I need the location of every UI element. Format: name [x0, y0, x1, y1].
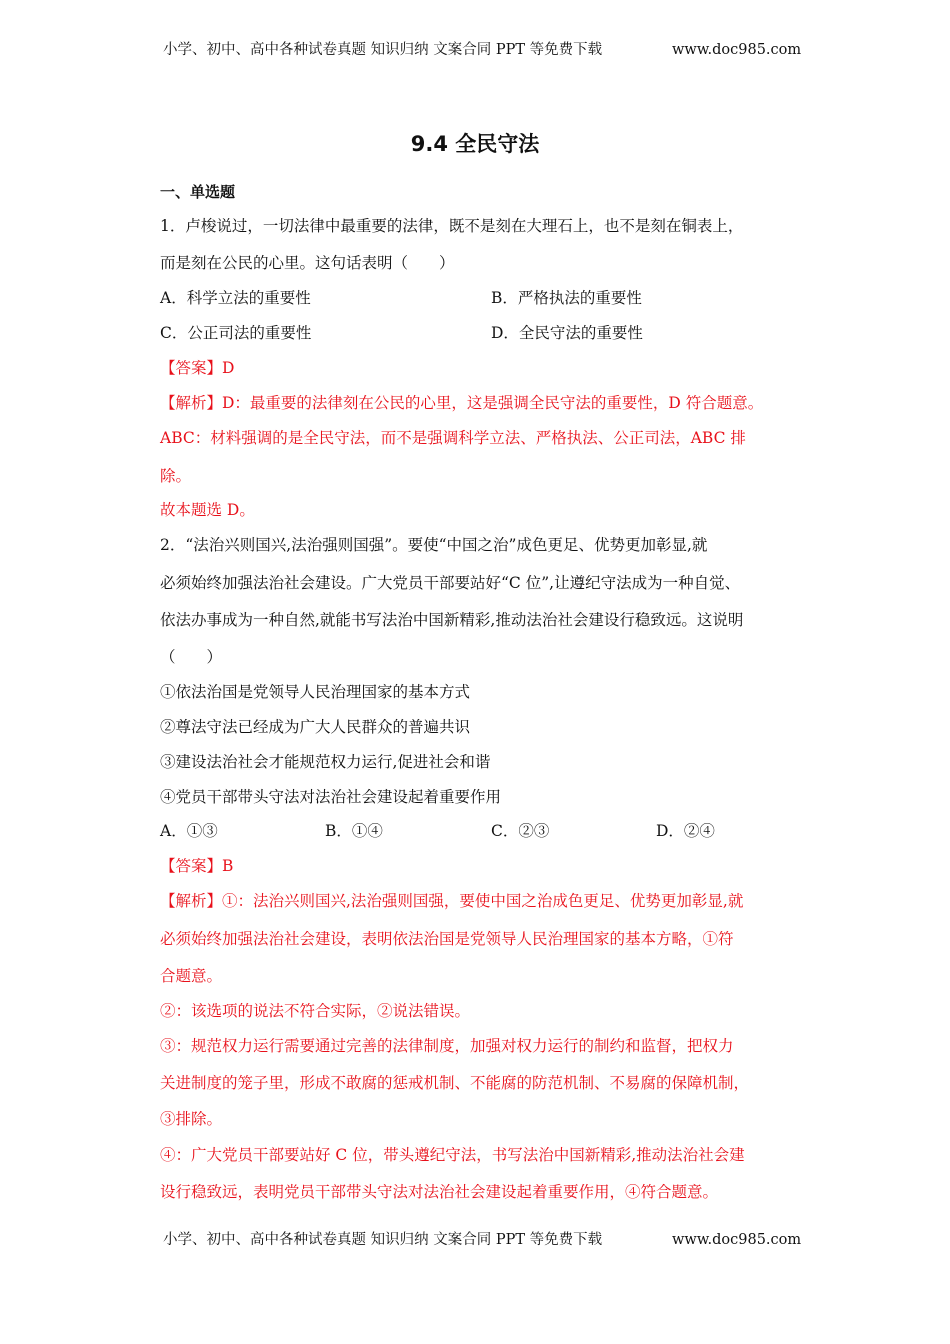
header-text: 小学、初中、高中各种试卷真题 知识归纳 文案合同 PPT 等免费下载 [163, 42, 603, 58]
q1-answer: 【答案】D [160, 359, 235, 377]
q1-analysis: 【解析】D：最重要的法律刻在公民的心里，这是强调全民守法的重要性，D 符合题意。 [160, 394, 764, 412]
q2-analysis: 必须始终加强法治社会建设，表明依法治国是党领导人民治理国家的基本方略，①符 [160, 930, 734, 948]
footer-text: 小学、初中、高中各种试卷真题 知识归纳 文案合同 PPT 等免费下载 [163, 1232, 603, 1248]
q2-analysis: ③：规范权力运行需要通过完善的法律制度，加强对权力运行的制约和监督，把权力 [160, 1037, 734, 1055]
q1-analysis: ABC：材料强调的是全民守法，而不是强调科学立法、严格执法、公正司法，ABC 排 [160, 429, 746, 447]
q2-option-b: B．①④ [325, 822, 383, 840]
q2-option-d: D．②④ [656, 822, 715, 840]
header-url[interactable]: www.doc985.com [672, 42, 802, 58]
q2-item: ④党员干部带头守法对法治社会建设起着重要作用 [160, 788, 502, 806]
q2-analysis: ②：该选项的说法不符合实际，②说法错误。 [160, 1002, 471, 1020]
q1-option-b: B．严格执法的重要性 [491, 289, 642, 307]
q2-item: ③建设法治社会才能规范权力运行,促进社会和谐 [160, 753, 491, 771]
q2-analysis: 设行稳致远，表明党员干部带头守法对法治社会建设起着重要作用，④符合题意。 [160, 1183, 719, 1201]
q2-item: ①依法治国是党领导人民治理国家的基本方式 [160, 683, 471, 701]
q1-analysis: 除。 [160, 467, 192, 485]
q2-stem: （ ） [160, 648, 223, 666]
section-heading: 一、单选题 [160, 183, 236, 201]
q2-analysis: 合题意。 [160, 967, 223, 985]
q2-analysis: 关进制度的笼子里，形成不敢腐的惩戒机制、不能腐的防范机制、不易腐的保障机制， [160, 1074, 750, 1092]
page-title: 9.4 全民守法 [410, 132, 540, 156]
q2-analysis: ④：广大党员干部要站好 C 位，带头遵纪守法，书写法治中国新精彩,推动法治社会建 [160, 1146, 745, 1164]
q1-stem: 而是刻在公民的心里。这句话表明（ ） [160, 254, 455, 272]
q2-option-a: A．①③ [160, 822, 218, 840]
q1-stem: 1．卢梭说过，一切法律中最重要的法律，既不是刻在大理石上，也不是刻在铜表上， [160, 217, 744, 235]
q2-answer: 【答案】B [160, 857, 234, 875]
q1-analysis: 故本题选 D。 [160, 501, 255, 519]
q1-option-c: C．公正司法的重要性 [160, 324, 312, 342]
q1-option-a: A．科学立法的重要性 [160, 289, 311, 307]
q2-option-c: C．②③ [491, 822, 550, 840]
q2-item: ②尊法守法已经成为广大人民群众的普遍共识 [160, 718, 471, 736]
q1-option-d: D．全民守法的重要性 [491, 324, 643, 342]
q2-analysis: 【解析】①：法治兴则国兴,法治强则国强，要使中国之治成色更足、优势更加彰显,就 [160, 892, 744, 910]
q2-analysis: ③排除。 [160, 1110, 223, 1128]
q2-stem: 必须始终加强法治社会建设。广大党员干部要站好“C 位”,让遵纪守法成为一种自觉、 [160, 574, 741, 592]
footer-url[interactable]: www.doc985.com [672, 1232, 802, 1248]
q2-stem: 依法办事成为一种自然,就能书写法治中国新精彩,推动法治社会建设行稳致远。这说明 [160, 611, 744, 629]
q2-stem: 2．“法治兴则国兴,法治强则国强”。要使“中国之治”成色更足、优势更加彰显,就 [160, 536, 708, 554]
